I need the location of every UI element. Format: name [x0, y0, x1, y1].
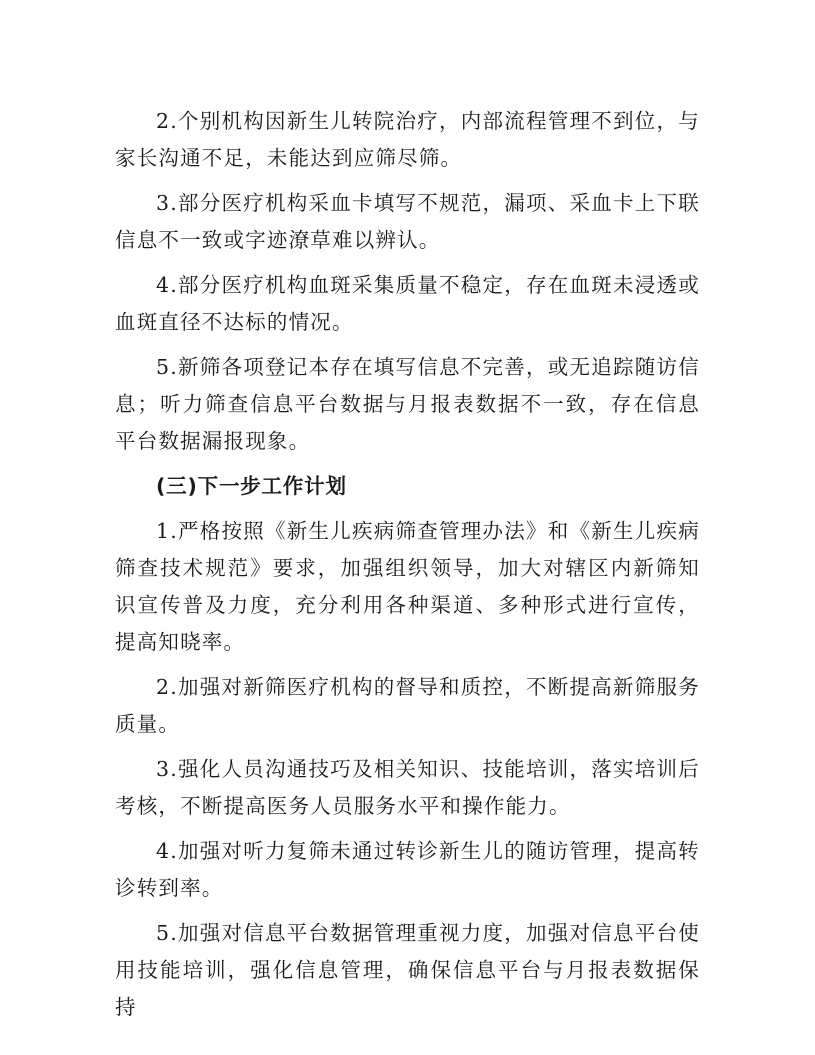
paragraph-issue-5: 5.新筛各项登记本存在填写信息不完善，或无追踪随访信息；听力筛查信息平台数据与月报表数据不一致，存在信息平台数据漏报现象。 — [115, 354, 700, 454]
paragraph-issue-4: 4.部分医疗机构血斑采集质量不稳定，存在血斑未浸透或血斑直径不达标的情况。 — [115, 272, 700, 335]
section-heading: (三)下一步工作计划 — [156, 473, 347, 498]
document-body — [115, 103, 700, 1034]
paragraph-plan-2: 2.加强对新筛医疗机构的督导和质控，不断提高新筛服务质量。 — [115, 674, 700, 737]
paragraph-issue-2: 2.个别机构因新生儿转院治疗，内部流程管理不到位，与家长沟通不足，未能达到应筛尽筛。 — [115, 109, 700, 171]
paragraph-plan-4: 4.加强对听力复筛未通过转诊新生儿的随访管理，提高转诊转到率。 — [115, 838, 700, 900]
paragraph-issue-3: 3.部分医疗机构采血卡填写不规范，漏项、采血卡上下联信息不一致或字迹潦草难以辨认。 — [115, 190, 700, 253]
paragraph-plan-3: 3.强化人员沟通技巧及相关知识、技能培训，落实培训后考核，不断提高医务人员服务水平和操作能力。 — [115, 756, 700, 818]
paragraph-plan-5: 5.加强对信息平台数据管理重视力度，加强对信息平台使用技能培训，强化信息管理，确保信息平台与月报表数据保持 — [115, 920, 700, 1019]
paragraph-plan-1: 1.严格按照《新生儿疾病筛查管理办法》和《新生儿疾病筛查技术规范》要求，加强组织领导，加大对辖区内新筛知识宣传普及力度，充分利用各种渠道、多种形式进行宣传，提高知晓率。 — [115, 518, 700, 655]
